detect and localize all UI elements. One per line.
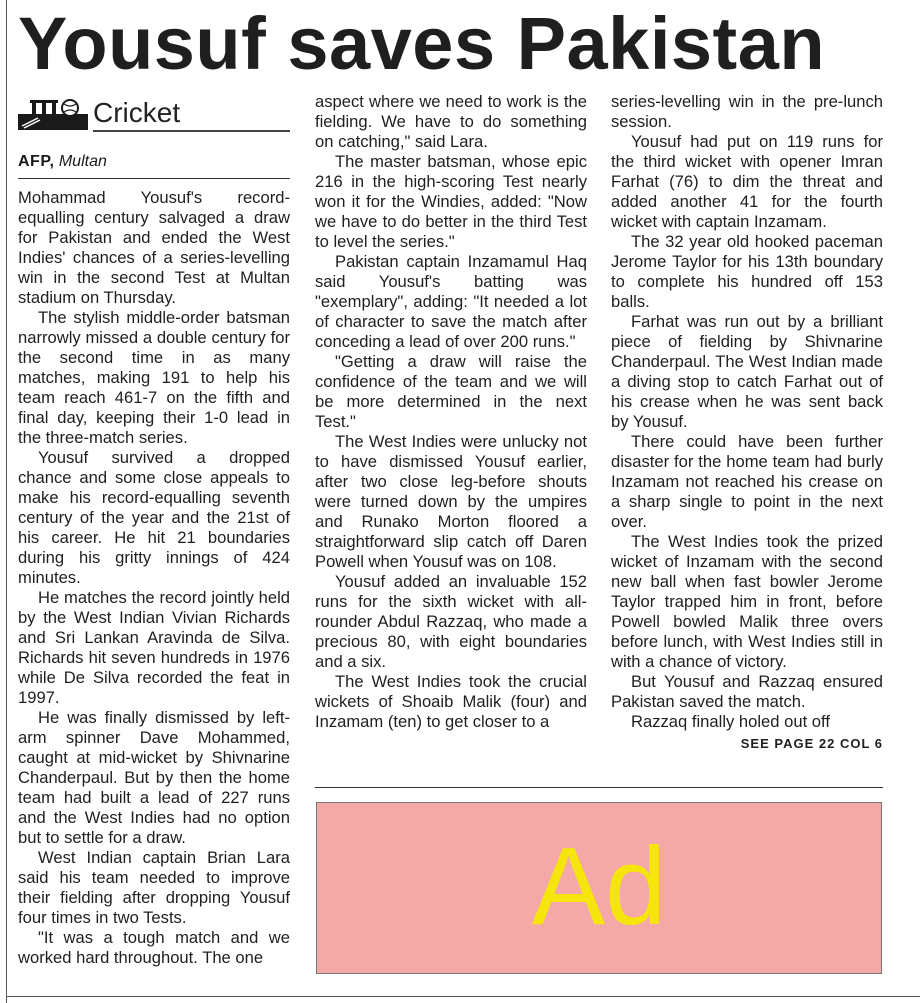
continued-jump-line: SEE PAGE 22 COL 6 [740,736,883,751]
ad-label: Ad [531,825,667,948]
paragraph: Yousuf survived a dropped chance and some close appeals to make his record-equalling seventh century of the year and the 21st of his career. He hit 21 boundaries during his gritty innings of 424 minutes. [18,448,290,587]
paragraph: series-levelling win in the pre-lunch session. [611,92,883,131]
paragraph: The West Indies took the prized wicket of Inzamam with the second new ball when fast bowler Jerome Taylor trapped him in front, before Powell bowled Malik three overs before lunch, with West Indies still in with a chance of victory. [611,532,883,671]
paragraph: Mohammad Yousuf's record-equalling century salvaged a draw for Pakistan and ended the West Indies' chances of a series-levelling win in the second Test at Multan stadium on Thursday. [18,188,290,307]
headline: Yousuf saves Pakistan [18,2,826,85]
paragraph: The West Indies took the crucial wickets of Shoaib Malik (four) and Inzamam (ten) to get closer to a [315,672,587,731]
section-underline [93,130,290,132]
byline-agency: AFP, [18,153,55,170]
paragraph: He matches the record jointly held by the West Indian Vivian Richards and Sri Lankan Aravinda de Silva. Richards hit seven hundreds in 1976 while De Silva recorded the feat in 1997. [18,588,290,707]
ad-separator-rule [315,787,883,788]
section-label: Cricket [93,97,181,128]
article-column-1 [18,188,290,968]
advertisement-box[interactable] [316,802,882,974]
paragraph: West Indian captain Brian Lara said his team needed to improve their fielding after dropping Yousuf four times in two Tests. [18,848,290,927]
page-bottom-border [6,996,920,997]
cricket-stumps-ball-icon [18,98,88,130]
article-column-3 [611,92,883,754]
paragraph: Farhat was run out by a brilliant piece of fielding by Shivnarine Chanderpaul. The West Indian made a diving stop to catch Farhat out of his crease when he was sent back by Yousuf. [611,312,883,431]
paragraph: "Getting a draw will raise the confidence of the team and we will be more determined in the next Test." [315,352,587,431]
paragraph: But Yousuf and Razzaq ensured Pakistan saved the match. [611,672,883,711]
page-left-border [6,0,7,1003]
section-tag [18,96,290,132]
paragraph: The master batsman, whose epic 216 in the high-scoring Test nearly won it for the Windies, added: "Now we have to do better in the third Test to level the series." [315,152,587,251]
byline-rule [18,178,290,179]
paragraph: The West Indies were unlucky not to have dismissed Yousuf earlier, after two close leg-before shouts were turned down by the umpires and Runako Morton floored a straightforward slip catch off Daren Powell when Yousuf was on 108. [315,432,587,571]
paragraph: Yousuf added an invaluable 152 runs for the sixth wicket with all-rounder Abdul Razzaq, who made a precious 80, with eight boundaries and a six. [315,572,587,671]
article-column-2 [315,92,587,732]
paragraph: Yousuf had put on 119 runs for the third wicket with opener Imran Farhat (76) to dim the threat and added another 41 for the fourth wicket with captain Inzamam. [611,132,883,231]
paragraph: "It was a tough match and we worked hard throughout. The one [18,928,290,967]
byline-place: Multan [58,153,107,170]
paragraph: The stylish middle-order batsman narrowly missed a double century for the second time in as many matches, making 191 to help his team reach 461-7 on the fifth and final day, keeping their 1-0 lead in the three-match series. [18,308,290,447]
paragraph: aspect where we need to work is the fielding. We have to do something on catching," said Lara. [315,92,587,151]
paragraph: Razzaq finally holed out off [631,712,830,731]
paragraph: Pakistan captain Inzamamul Haq said Yousuf's batting was "exemplary", adding: "It needed a lot of character to save the match after conceding a lead of over 200 runs." [315,252,587,351]
paragraph: He was finally dismissed by left-arm spinner Dave Mohammed, caught at mid-wicket by Shivnarine Chanderpaul. But by then the home team had built a lead of 227 runs and the West Indies had no option but to settle for a draw. [18,708,290,847]
paragraph: There could have been further disaster for the home team had burly Inzamam not reached his crease on a sharp single to point in the next over. [611,432,883,531]
byline [18,152,107,172]
paragraph: The 32 year old hooked paceman Jerome Taylor for his 13th boundary to complete his hundred off 153 balls. [611,232,883,311]
